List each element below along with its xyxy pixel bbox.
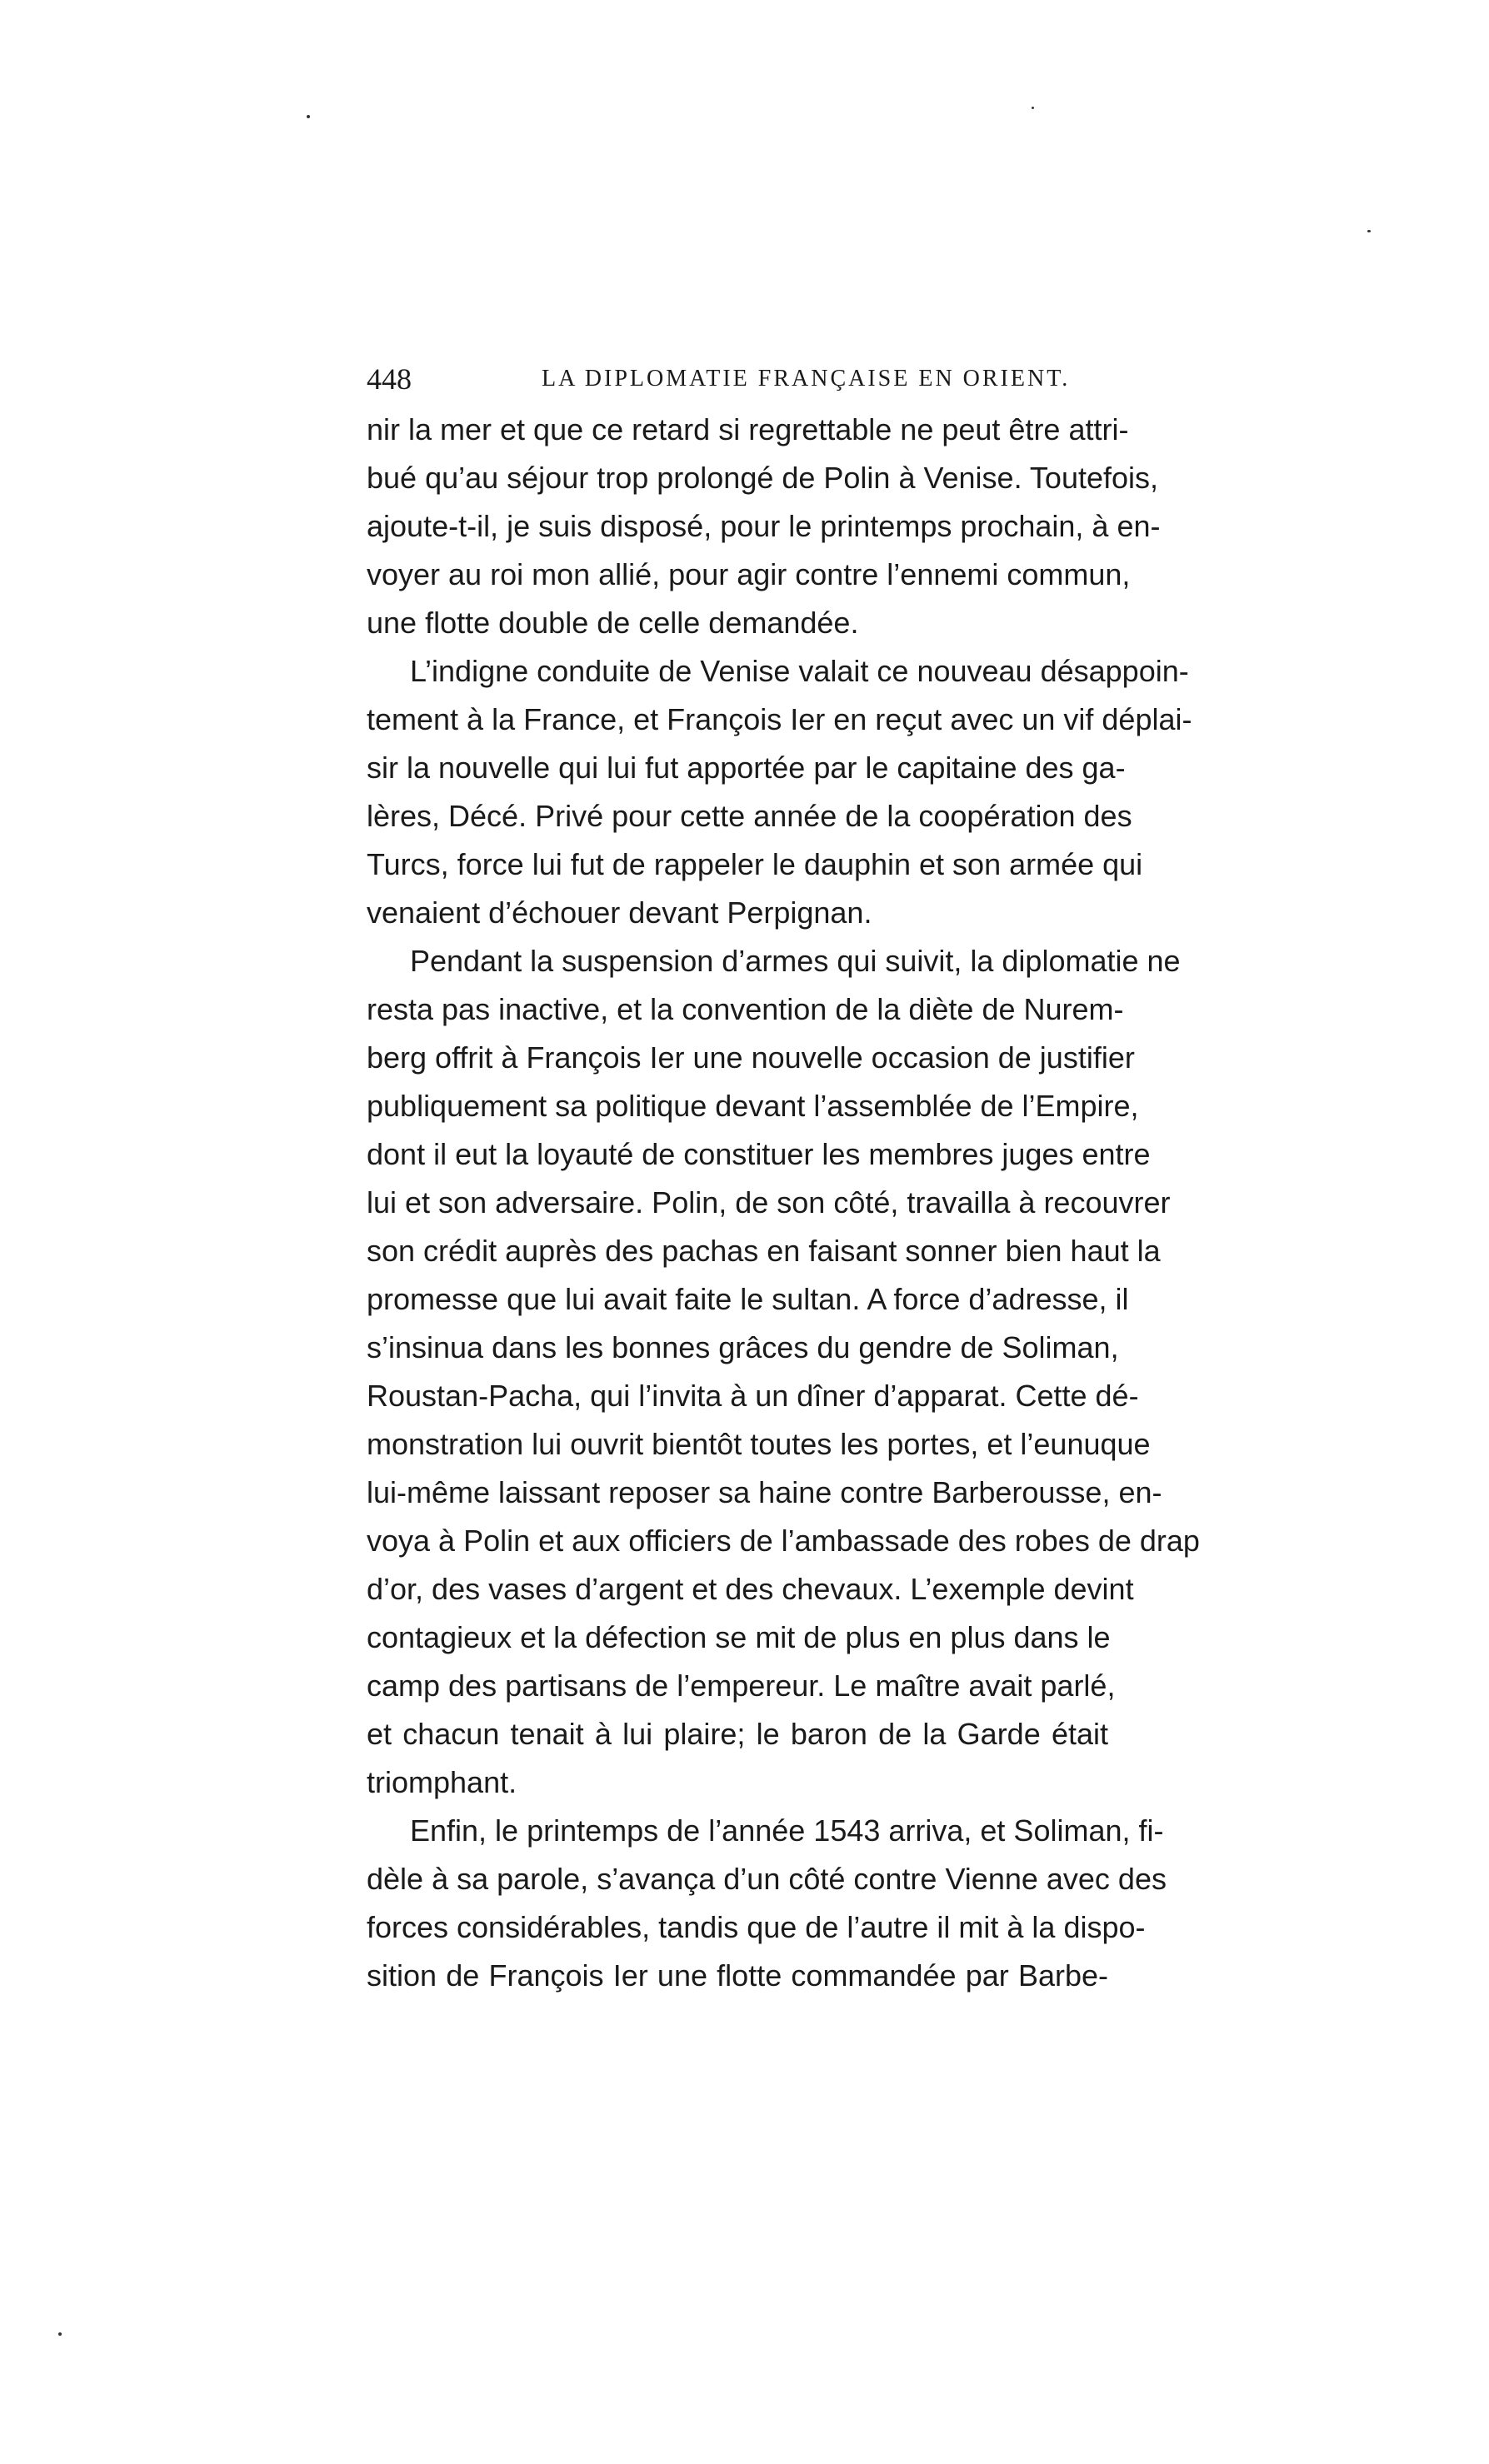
text-line: tement à la France, et François Ier en reçut avec un vif déplai- <box>367 702 1192 736</box>
text-line: Turcs, force lui fut de rappeler le dauphin et son armée qui <box>367 847 1143 881</box>
paragraph-start-line: Pendant la suspension d’armes qui suivit, la diplomatie ne <box>410 944 1181 978</box>
scan-speck <box>58 2332 62 2336</box>
text-line: lères, Décé. Privé pour cette année de la coopération des <box>367 799 1132 833</box>
text-line: dèle à sa parole, s’avança d’un côté contre Vienne avec des <box>367 1862 1167 1896</box>
text-line: sir la nouvelle qui lui fut apportée par le capitaine des ga- <box>367 751 1126 785</box>
page-header <box>367 358 1108 400</box>
body-text <box>367 406 1200 2000</box>
text-line: sition de François Ier une flotte commandée par Barbe- <box>367 1958 1108 1993</box>
text-line: promesse que lui avait faite le sultan. A force d’adresse, il <box>367 1282 1129 1316</box>
text-line: contagieux et la défection se mit de plus en plus dans le <box>367 1620 1111 1654</box>
page-number: 448 <box>367 362 412 396</box>
text-line: venaient d’échouer devant Perpignan. <box>367 895 872 930</box>
text-line: et chacun tenait à lui plaire; le baron de la Garde était <box>367 1717 1108 1751</box>
text-line: bué qu’au séjour trop prolongé de Polin à Venise. Toutefois, <box>367 461 1159 495</box>
text-line: Roustan-Pacha, qui l’invita à un dîner d’apparat. Cette dé- <box>367 1379 1139 1413</box>
paragraph-start-line: L’indigne conduite de Venise valait ce nouveau désappoin- <box>410 654 1189 688</box>
text-line: camp des partisans de l’empereur. Le maître avait parlé, <box>367 1668 1116 1703</box>
text-line: ajoute-t-il, je suis disposé, pour le printemps prochain, à en- <box>367 509 1161 543</box>
text-line: nir la mer et que ce retard si regrettable ne peut être attri- <box>367 412 1129 446</box>
text-line: son crédit auprès des pachas en faisant sonner bien haut la <box>367 1234 1161 1268</box>
text-line: voya à Polin et aux officiers de l’ambassade des robes de drap <box>367 1524 1200 1558</box>
text-line: dont il eut la loyauté de constituer les membres juges entre <box>367 1137 1151 1171</box>
scan-speck <box>1032 107 1034 109</box>
text-line: voyer au roi mon allié, pour agir contre l’ennemi commun, <box>367 557 1131 591</box>
text-line: lui-même laissant reposer sa haine contre Barberousse, en- <box>367 1475 1162 1509</box>
text-line: lui et son adversaire. Polin, de son côté, travailla à recouvrer <box>367 1185 1171 1220</box>
text-line: berg offrit à François Ier une nouvelle occasion de justifier <box>367 1040 1135 1075</box>
text-line: s’insinua dans les bonnes grâces du gendre de Soliman, <box>367 1330 1119 1364</box>
text-line: triomphant. <box>367 1765 517 1799</box>
text-line: monstration lui ouvrit bientôt toutes les portes, et l’eunuque <box>367 1427 1151 1461</box>
text-line: publiquement sa politique devant l’assemblée de l’Empire, <box>367 1089 1139 1123</box>
text-line: forces considérables, tandis que de l’autre il mit à la dispo- <box>367 1910 1146 1944</box>
text-line: resta pas inactive, et la convention de la diète de Nurem- <box>367 992 1124 1026</box>
running-head: LA DIPLOMATIE FRANÇAISE EN ORIENT. <box>542 366 1071 392</box>
scan-speck <box>1367 230 1371 232</box>
text-line: d’or, des vases d’argent et des chevaux. L’exemple devint <box>367 1572 1134 1606</box>
scan-speck <box>307 115 310 118</box>
paragraph-start-line: Enfin, le printemps de l’année 1543 arriva, et Soliman, fi- <box>410 1813 1164 1848</box>
text-line: une flotte double de celle demandée. <box>367 606 859 640</box>
